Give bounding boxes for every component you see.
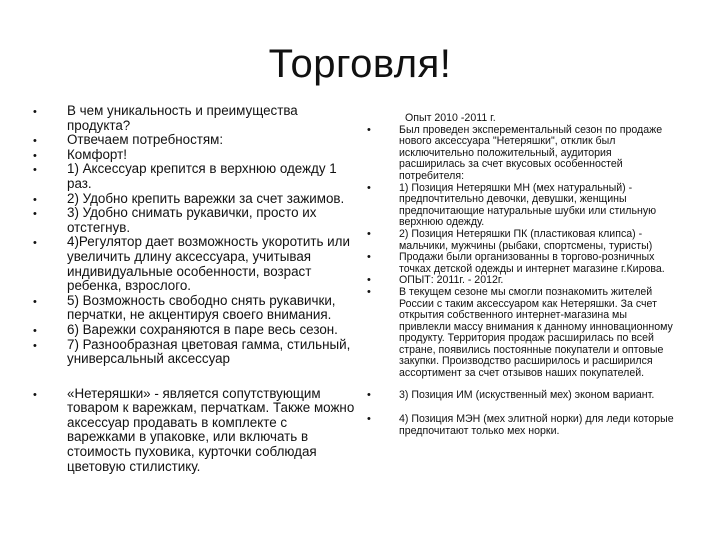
list-item: • Продажи были организованны в торгово-розничных точках детской одежды и интернет магазине г.Кирова. <box>0 252 679 275</box>
list-item: • 4)Регулятор дает возможность укоротить или увеличить длину аксессуара, учитывая индивидуальные особенности, возраст ребенка, взрослого. <box>0 235 355 293</box>
list-item: • 5) Возможность свободно снять рукавички, перчатки, не акцентируя своего внимания. <box>0 294 355 323</box>
list-item: • В чем уникальность и преимущества продукта? <box>0 104 355 133</box>
list-item: • 6) Варежки сохраняются в паре весь сезон. <box>0 323 355 338</box>
list-item: • 1) Позиция Нетеряшки МН (мех натуральный) - предпочтительно девочки, девушки, женщины предпочитающие натуральные шубки или стильную верхнюю одежду. <box>0 183 679 229</box>
slide-title: Торговля! <box>268 42 452 86</box>
list-item: • 1) Аксессуар крепится в верхнюю одежду 1 раз. <box>0 162 355 191</box>
list-item: • 2) Позиция Нетеряшки ПК (пластиковая клипса) - мальчики, мужчины (рыбаки, спортсмены, туристы) <box>0 229 679 252</box>
list-item: • 7) Разнообразная цветовая гамма, стильный, универсальный аксессуар <box>0 338 355 367</box>
list-item: • Отвечаем потребностям: <box>0 133 355 148</box>
experience-heading: Опыт 2010 -2011 г. <box>405 112 496 124</box>
list-item: • 3) Удобно снимать рукавички, просто их отстегнув. <box>0 206 355 235</box>
list-item: • 4) Позиция МЭН (мех элитной норки) для леди которые предпочитают только мех норки. <box>0 414 679 437</box>
list-item: • В текущем сезоне мы смогли познакомить жителей России с таким аксессуаром как Нетеряшки. За счет открытия собственного интернет-магазина мы привлекли массу внимания к данному инновационному продукту. Территория продаж расширилась по всей стране, появились постоянные покупатели и оптовые закупки. Производство расширилось и расширился ассортимент за счет отзывов наших покупателей. <box>0 287 679 380</box>
list-item: • Был проведен эксперементальный сезон по продаже нового аксессуара "Нетеряшки", отклик был исключительно положительный, аудитория расширилась за счет вкусовых особенностей потребителя: <box>0 125 679 183</box>
right-bullet-list <box>0 113 720 437</box>
list-item: • 3) Позиция ИМ (искуственный мех) эконом вариант. <box>0 390 679 402</box>
list-item: • «Нетеряшки» - является сопутствующим товаром к варежкам, перчаткам. Также можно аксессуар продавать в комплекте с варежками в упаковке, или включать в стоимость пуховика, курточки соблюдая цветовую стилистику. <box>0 387 355 475</box>
list-item: • ОПЫТ: 2011г. - 2012г. <box>0 275 679 287</box>
list-item: • Комфорт! <box>0 148 355 163</box>
list-item: • 2) Удобно крепить варежки за счет зажимов. <box>0 192 355 207</box>
